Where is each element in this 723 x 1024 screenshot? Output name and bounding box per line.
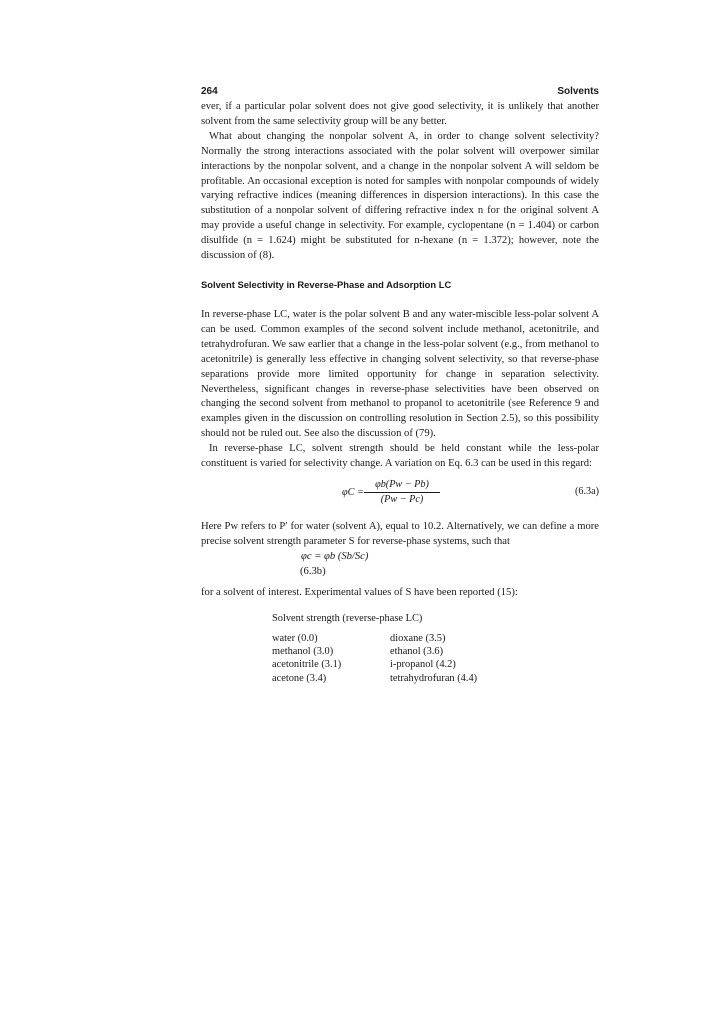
table-cell: acetone (3.4) xyxy=(272,672,327,684)
table-cell: methanol (3.0) xyxy=(272,646,334,658)
table-cell: i-propanol (4.2) xyxy=(390,659,456,671)
equation-b-expression: φc = φb (Sb/Sc) xyxy=(301,550,369,562)
paragraph-definition: Here Pw refers to P′ for water (solvent A), equal to 10.2. Alternatively, we can define a more precise solvent strength parameter S for reverse-phase systems, such that xyxy=(201,520,599,547)
equation-number-b: (6.3b) xyxy=(300,565,326,577)
equation-numerator: φb(Pw − Pb) xyxy=(364,478,440,493)
equation-6-3a xyxy=(201,478,599,510)
table-cell: acetonitrile (3.1) xyxy=(272,659,342,671)
section-body xyxy=(201,308,599,472)
table-row xyxy=(272,658,530,671)
equation-denominator: (Pw − Pc) xyxy=(380,493,424,505)
table-title: Solvent strength (reverse-phase LC) xyxy=(272,612,423,624)
table-row xyxy=(272,632,530,645)
equation-6-3b-number-row xyxy=(201,565,599,580)
solvent-strength-table xyxy=(272,632,530,686)
equation-6-3b xyxy=(201,550,599,565)
book-page xyxy=(201,84,599,685)
paragraph-experimental: for a solvent of interest. Experimental values of S have been reported (15): xyxy=(201,586,518,598)
definition-block xyxy=(201,520,599,601)
equation-fraction xyxy=(364,478,440,506)
equation-lhs: φC = xyxy=(342,486,364,498)
section-heading: Solvent Selectivity in Reverse-Phase and Adsorption LC xyxy=(201,278,452,290)
table-row xyxy=(272,672,530,685)
table-row xyxy=(272,645,530,658)
paragraph-reverse-phase: In reverse-phase LC, water is the polar solvent B and any water-miscible less-polar solvent A can be used. Common examples of the second solvent include methanol, acetonitrile, and tetrahydrofuran. We saw earlier that a change in the less-polar solvent (e.g., from methanol to acetonitrile) is generally less effective in changing solvent selectivity, so that reverse-phase separations provide more limited opportunity for change in separation selectivity. Nevertheless, significant changes in reverse-phase selectivities have been observed on changing the second solvent from methanol to propanol to acetonitrile (see Reference 9 and examples given in the discussion on controlling resolution in Section 2.5), so this possibility should not be ruled out. See also the discussion of (79). xyxy=(201,308,599,440)
body-text xyxy=(201,100,599,264)
paragraph-nonpolar-solvent: What about changing the nonpolar solvent A, in order to change solvent selectivity? Normally the strong interactions associated with the polar solvent will overpower similar interactions by the nonpolar solvent, and a change in the nonpolar solvent A will seldom be profitable. An occasional exception is noted for samples with nonpolar compounds of widely varying refractive indices (meaning differences in dispersion interactions). In this case the substitution of a nonpolar solvent of differing refractive index n for the original solvent A may provide a useful change in selectivity. For example, cyclopentane (n = 1.404) or carbon disulfide (n = 1.624) might be substituted for n-hexane (n = 1.372); however, note the discussion of (8). xyxy=(201,130,599,262)
paragraph-solvent-strength: In reverse-phase LC, solvent strength should be held constant while the less-polar constituent is varied for selectivity change. A variation on Eq. 6.3 can be used in this regard: xyxy=(201,443,599,470)
table-cell: tetrahydrofuran (4.4) xyxy=(390,672,478,684)
running-title: Solvents xyxy=(557,86,599,97)
page-number: 264 xyxy=(201,86,218,97)
table-cell: ethanol (3.6) xyxy=(390,646,444,658)
equation-number-a: (6.3a) xyxy=(574,485,599,497)
table-cell: dioxane (3.5) xyxy=(390,632,446,644)
page-header xyxy=(201,84,599,100)
paragraph-continuation: ever, if a particular polar solvent does not give good selectivity, it is unlikely that another solvent from the same selectivity group will be any better. xyxy=(201,101,599,127)
table-cell: water (0.0) xyxy=(272,632,318,644)
